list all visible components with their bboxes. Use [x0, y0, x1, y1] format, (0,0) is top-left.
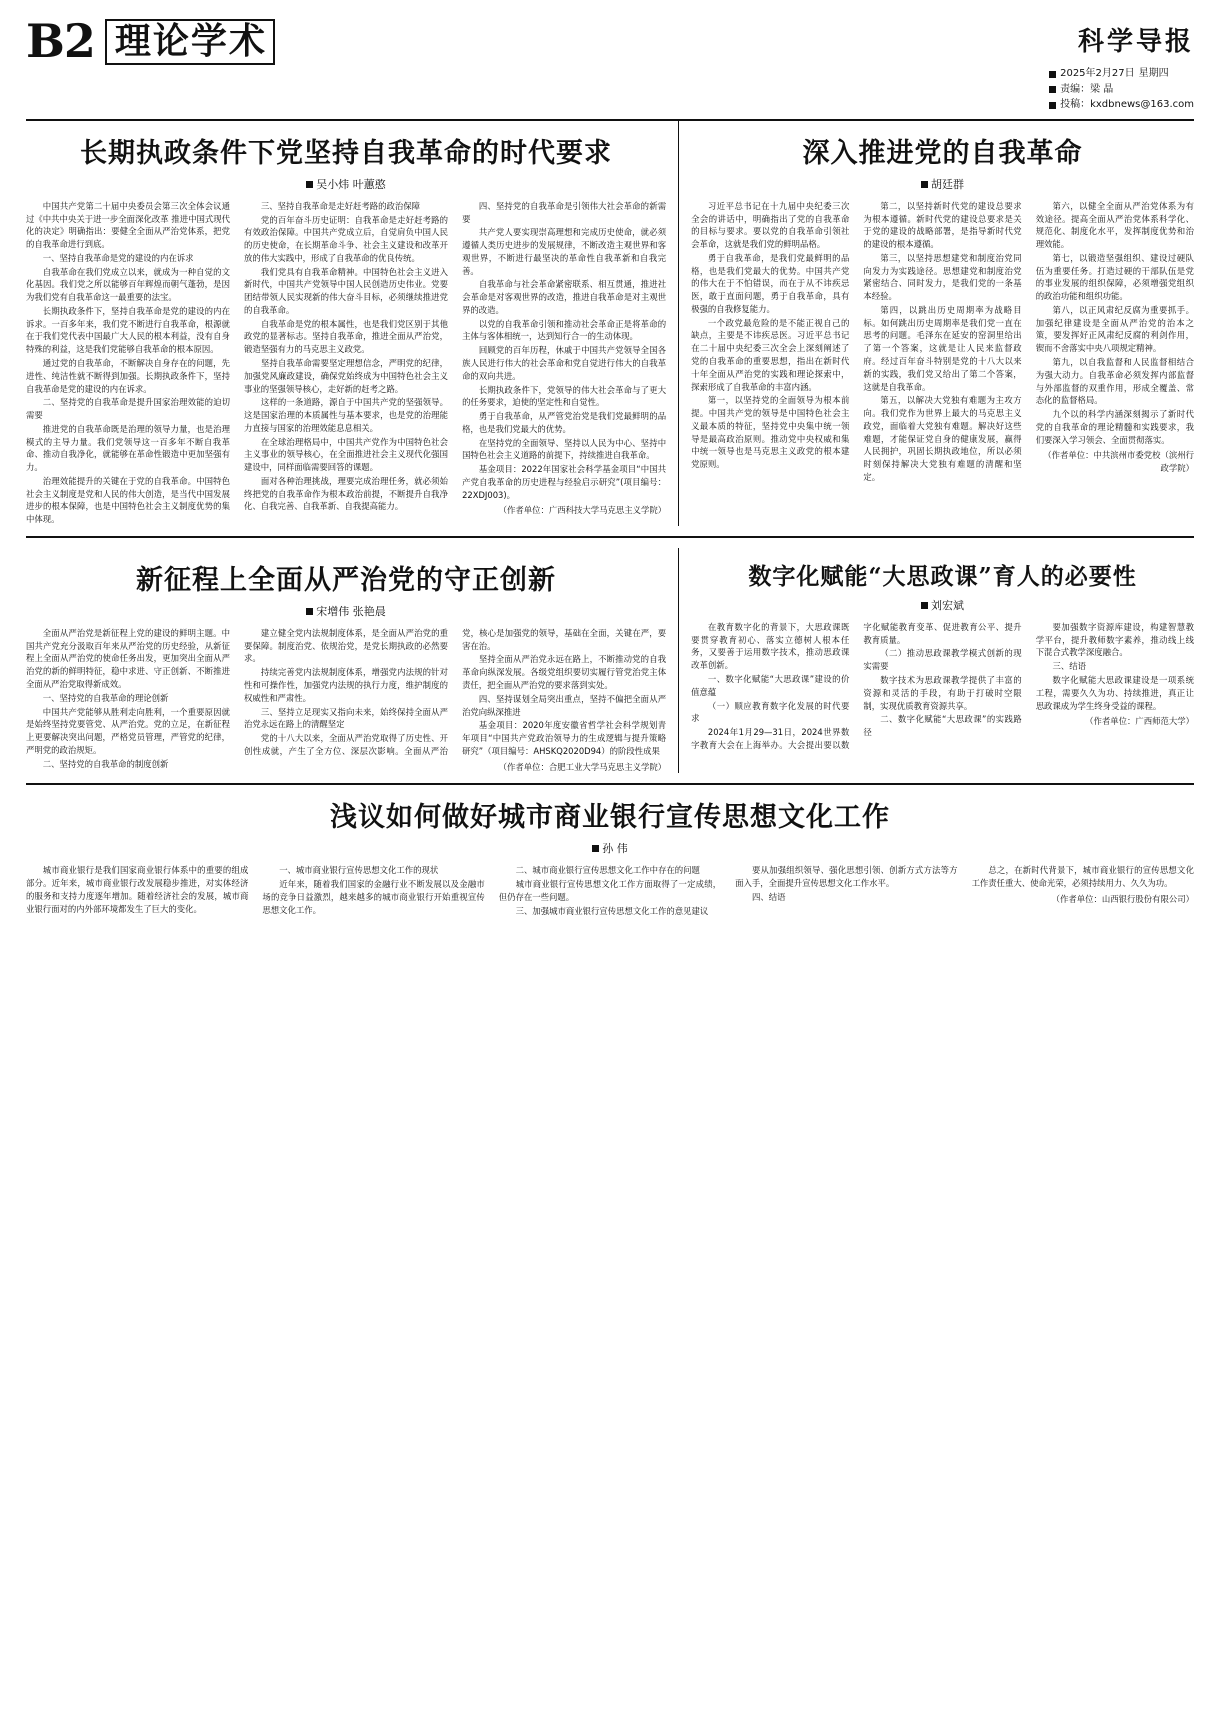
- paragraph: 党的百年奋斗历史证明：自我革命是走好赶考路的有效政治保障。中国共产党成立后，自觉肩负中国人民的历史使命，在长期革命斗争、社会主义建设和改革开放的伟大实践中，形成了自我革命的优良传统。: [244, 214, 449, 263]
- paragraph: 在教育数字化的背景下，大思政课既要贯穿教育初心、落实立德树人根本任务，又要善于运用数字技术，推动思政课改革创新。: [691, 621, 850, 671]
- paragraph: 基金项目：2020年度安徽省哲学社会科学规划青年项目“中国共产党政治领导力的生成逻辑与提升策略研究”（项目编号：AHSKQ2020D94）的阶段性成果: [462, 720, 667, 756]
- article-4: [26, 795, 1194, 917]
- masthead-right: [1049, 18, 1194, 113]
- paragraph: 勇于自我革命，从严管党治党是我们党最鲜明的品格，也是我们党最大的优势。: [462, 411, 667, 434]
- paragraph: 习近平总书记在十九届中央纪委三次全会的讲话中，明确指出了党的自我革命的目标与要求。要以党的自我革命引领社会革命，这就是我们党的鲜明品格。: [691, 200, 850, 250]
- paragraph: 九个以的科学内涵深刻揭示了新时代党的自我革命的理论精髓和实践要求，我们要深入学习领会、全面贯彻落实。: [1035, 409, 1194, 445]
- paragraph: 持续完善党内法规制度体系，增强党内法规的针对性和可操作性，加强党内法规的执行力度，维护制度的权威性和严肃性。: [244, 667, 449, 703]
- paragraph: 三、加强城市商业银行宣传思想文化工作的意见建议: [515, 905, 709, 916]
- paragraph: 共产党人要实现崇高理想和完成历史使命，就必须遵循人类历史进步的发展规律，不断改造主观世界和客观世界，不断进行最坚决的革命性自我革新和自我完善。: [462, 227, 667, 276]
- article-1-signature: （作者单位：广西科技大学马克思主义学院）: [498, 505, 667, 516]
- paragraph: 二、城市商业银行宣传思想文化工作中存在的问题: [515, 865, 700, 876]
- bullet-square-icon: [592, 845, 599, 852]
- masthead-left: [26, 14, 275, 68]
- article-1-byline: [26, 176, 666, 192]
- article-4-body: [26, 864, 1194, 917]
- article-1b-body: [691, 200, 1194, 484]
- paragraph: 通过党的自我革命，不断解决自身存在的问题，先进性、纯洁性就不断得到加强。长期执政条件下，坚持自我革命是党的建设的内在诉求。: [26, 357, 231, 394]
- paragraph: 城市商业银行宣传思想文化工作方面取得了一定成绩，但仍存在一些问题。: [498, 879, 722, 902]
- issue-weekday: 星期四: [1138, 68, 1169, 80]
- article-1-body: [26, 200, 666, 526]
- bullet-square-icon: [1049, 102, 1056, 109]
- section-char-0: 理: [114, 20, 151, 62]
- paragraph: 在坚持党的全面领导、坚持以人民为中心、坚持中国特色社会主义道路的前提下，持续推进自我革命。: [462, 437, 667, 461]
- article-1-title: 长期执政条件下党坚持自我革命的时代要求: [80, 137, 613, 169]
- paragraph: 第八，以正风肃纪反腐为重要抓手。加强纪律建设是全面从严治党的治本之策，要发挥好正风肃纪反腐的利剑作用，锲而不舍落实中央八项规定精神。: [1035, 304, 1194, 354]
- paragraph: 建立健全党内法规制度体系，是全面从严治党的重要保障。制度治党、依规治党，是党长期执政的必然要求。: [244, 627, 449, 664]
- article-2-body: [26, 627, 666, 773]
- paragraph: 我们党具有自我革命精神。中国特色社会主义进入新时代，中国共产党领导中国人民创造历史伟业。党要团结带领人民实现新的伟大奋斗目标，必须继续推进党的自我革命。: [244, 266, 449, 315]
- paragraph: 自我革命在我们党成立以来，就成为一种自觉的文化基因。我们党之所以能够百年辉煌而朝气蓬勃，是因为我们党有自我革命这一最重要的法宝。: [26, 266, 231, 303]
- article-4-title: 浅议如何做好城市商业银行宣传思想文化工作: [330, 802, 890, 834]
- paragraph: 长期执政条件下，党领导的伟大社会革命与了更大的任务要求，迫使的坚定性和自觉性。: [462, 384, 667, 408]
- paragraph: （二）推动思政课教学模式创新的现实需要: [863, 648, 1022, 672]
- article-3-author: 刘宏斌: [931, 598, 965, 612]
- paragraph: 要从加强组织领导、强化思想引领、创新方式方法等方面入手，全面提升宣传思想文化工作水平。: [735, 865, 958, 889]
- paragraph: 三、坚持自我革命是走好赶考路的政治保障: [260, 200, 420, 211]
- paragraph: 第一，以坚持党的全面领导为根本前提。中国共产党的领导是中国特色社会主义最本质的特征，坚持党中央集中统一领导是最高政治原则。推动党中央权威和集中统一领导也是马克思主义政党的根本建党原则。: [691, 395, 850, 470]
- paragraph: 第四，以跳出历史周期率为战略目标。如何跳出历史周期率是我们党一直在思考的问题。毛泽东在延安的窑洞里给出了第一个答案，这就是让人民来监督政府。经过百年奋斗特别是党的十八大以来新的实践，我们党又给出了第二个答案，这就是自我革命。: [863, 304, 1022, 392]
- paragraph: 全面从严治党是新征程上党的建设的鲜明主题。中国共产党充分汲取百年来从严治党的历史经验，从新征程上全面从严治党的使命任务出发，更加突出全面从严治党的新的鲜明特征，稳中求进、守正创新、不断推进全面从严治党取得新成效。: [26, 627, 231, 689]
- bullet-square-icon: [921, 181, 928, 188]
- paragraph: 总之，在新时代背景下，城市商业银行的宣传思想文化工作责任重大、使命光荣，必须持续用力、久久为功。: [971, 865, 1194, 889]
- paragraph: 四、坚持党的自我革命是引领伟大社会革命的新需要: [462, 200, 667, 224]
- paragraph: 长期执政条件下，坚持自我革命是党的建设的内在诉求。一百多年来，我们党不断进行自我革命，根源就在于我们党代表中国最广大人民的根本利益，没有自身特殊的利益，这是我们党能够自我革命的根本原因。: [26, 305, 231, 355]
- editor-name: 责编：梁 晶: [1060, 83, 1114, 95]
- submit-line: [1049, 97, 1194, 113]
- paragraph: 三、结语: [1052, 661, 1086, 672]
- paragraph: 自我革命与社会革命紧密联系、相互贯通，推进社会革命是对客观世界的改造，推进自我革命是对主观世界的改造。: [462, 279, 667, 315]
- paragraph: 基金项目：2022年国家社会科学基金项目“中国共产党自我革命的历史进程与经验启示研究”(项目编号：22XDJ003)。: [462, 464, 667, 500]
- paragraph: 一、城市商业银行宣传思想文化工作的现状: [279, 865, 439, 876]
- section-char-3: 术: [228, 20, 265, 62]
- section-char-2: 学: [190, 20, 227, 62]
- bullet-square-icon: [1049, 86, 1056, 93]
- bullet-square-icon: [306, 181, 313, 188]
- paragraph: 坚持全面从严治党永远在路上，不断推动党的自我革命向纵深发展。各级党组织要切实履行管党治党主体责任，把全面从严治党的要求落到实处。: [462, 654, 667, 690]
- article-2-author: 宋增伟 张艳晨: [316, 604, 386, 618]
- paragraph: 第二，以坚持新时代党的建设总要求为根本遵循。新时代党的建设总要求是关于党的建设的战略部署，是指导新时代党的建设的根本遵循。: [863, 200, 1022, 250]
- paragraph: 自我革命是党的根本属性，也是我们党区别于其他政党的显著标志。坚持自我革命，推进全面从严治党，锻造坚强有力的马克思主义政党。: [244, 318, 449, 355]
- paragraph: 以党的自我革命引领和推动社会革命正是将革命的主体与客体相统一，达到知行合一的生动体现。: [462, 318, 667, 342]
- article-2-signature: （作者单位：合肥工业大学马克思主义学院）: [498, 761, 667, 772]
- paragraph: 数字技术为思政课教学提供了丰富的资源和灵活的手段，有助于打破时空限制，实现优质教育资源共享。: [863, 675, 1022, 711]
- paragraph: 中国共产党第二十届中央委员会第三次全体会议通过《中共中央关于进一步全面深化改革 推进中国式现代化的决定》明确指出：要健全全面从严治党体系，把党的自我革命进行到底。: [26, 200, 231, 250]
- article-4-signature: （作者单位：山西银行股份有限公司）: [1051, 893, 1194, 904]
- article-3: [678, 548, 1194, 773]
- paragraph: 一、数字化赋能“大思政课”建设的价值意蕴: [691, 674, 850, 697]
- article-1b-author: 胡廷群: [931, 177, 965, 191]
- bullet-square-icon: [921, 602, 928, 609]
- paragraph: 三、坚持立足现实又指向未来，始终保持全面从严治党永远在路上的清醒坚定: [244, 706, 449, 730]
- paragraph: 坚持自我革命需要坚定理想信念，严明党的纪律，加强党风廉政建设，确保党始终成为中国特色社会主义事业的坚强领导核心，走好新的赶考之路。: [244, 357, 449, 394]
- paragraph: 2024年1月29—31日，2024世界数字教育大会在上海举办。大会提出要以数字化赋能教育变革、促进教育公平、提升教育质量。: [691, 621, 1022, 750]
- divider: [26, 783, 1194, 785]
- article-4-byline: [26, 840, 1194, 856]
- paragraph: 推进党的自我革命既是治理的领导力量，也是治理模式的主导力量。我们党领导这一百多年不断自我革命、推动自我净化，就能够在革命性锻造中更加坚强有力。: [26, 423, 231, 473]
- paragraph: 要加强数字资源库建设，构建智慧教学平台，提升教师数字素养，推动线上线下混合式教学深度融合。: [1035, 621, 1194, 658]
- paragraph: 党的十八大以来，全面从严治党取得了历史性、开创性成就，产生了全方位、深层次影响。全面从严治党，核心是加强党的领导，基础在全面，关键在严，要害在治。: [244, 627, 667, 756]
- article-1b-signature: （作者单位：中共滨州市委党校（滨州行政学院）: [1043, 450, 1194, 474]
- article-1-author: 吴小炜 叶蕙憨: [316, 177, 386, 191]
- article-2: [26, 548, 678, 773]
- divider: [26, 536, 1194, 538]
- section-title-box: [105, 19, 275, 65]
- article-3-body: [691, 621, 1194, 752]
- paragraph: 四、结语: [751, 891, 786, 902]
- page-number: B2: [26, 14, 95, 68]
- paragraph: 第六，以健全全面从严治党体系为有效途径。提高全面从严治党体系科学化、规范化、制度化水平，发挥制度优势和治理效能。: [1035, 200, 1194, 250]
- article-1b-title: 深入推进党的自我革命: [802, 137, 1083, 169]
- paragraph: 第三，以坚持思想建党和制度治党同向发力为实践途径。思想建党和制度治党紧密结合、同时发力，是我们党的一条基本经验。: [863, 252, 1022, 302]
- article-2-title: 新征程上全面从严治党的守正创新: [136, 564, 557, 596]
- paragraph: 一、坚持党的自我革命的理论创新: [42, 692, 169, 703]
- paragraph: 勇于自我革命，是我们党最鲜明的品格，也是我们党最大的优势。中国共产党的伟大在于不怕错误，而在于从不讳疾忌医，敢于直面问题，勇于自我革命，具有极强的自我修复能力。: [691, 252, 850, 314]
- paragraph: 一、坚持自我革命是党的建设的内在诉求: [42, 252, 194, 263]
- article-1: [26, 121, 678, 526]
- mid-zone: [26, 548, 1194, 773]
- article-1b: [678, 121, 1194, 526]
- paragraph: 二、坚持党的自我革命的制度创新: [42, 758, 169, 769]
- paragraph: 回顾党的百年历程，休戚于中国共产党领导全国各族人民进行伟大的社会革命和党自觉进行伟大的自我革命的双向共进。: [462, 345, 667, 381]
- article-3-title: 数字化赋能“大思政课”育人的必要性: [748, 562, 1137, 590]
- paragraph: 第九，以自我监督和人民监督相结合为强大动力。自我革命必须发挥内部监督与外部监督的双重作用，形成全覆盖、常态化的监督格局。: [1035, 356, 1194, 406]
- top-zone: [26, 121, 1194, 526]
- article-2-byline: [26, 603, 666, 619]
- masthead: [26, 14, 1194, 121]
- paragraph: 这样的一条道路，源自于中国共产党的坚强领导。这是国家治理的本质属性与基本要求，也是党的治理能力直接与国家的治理效能息息相关。: [244, 397, 449, 433]
- paragraph: 四、坚持谋划全局突出重点，坚持不偏把全面从严治党向纵深推进: [462, 693, 667, 717]
- paper-name: 科学导报: [1077, 27, 1194, 57]
- paragraph: 在全球治理格局中，中国共产党作为中国特色社会主义事业的领导核心，在全面推进社会主义现代化强国建设中，同样面临需要回答的课题。: [244, 436, 449, 473]
- section-char-1: 论: [152, 20, 189, 62]
- paragraph: 城市商业银行是我们国家商业银行体系中的重要的组成部分。近年来，城市商业银行改发展稳步推进，对实体经济的服务和支持力度逐年增加。随着经济社会的发展，城市商业银行面对的内外部环境都发生了巨大的变化。: [26, 865, 249, 914]
- bullet-square-icon: [306, 608, 313, 615]
- editor-line: [1049, 82, 1194, 98]
- issue-date-line: [1049, 66, 1194, 82]
- article-3-signature: （作者单位：广西师范大学）: [1085, 716, 1194, 727]
- paragraph: 中国共产党能够从胜利走向胜利，一个重要原因就是始终坚持党要管党、从严治党。党的立足，在新征程上更要解决突出问题，严格党员管理，严管党的纪律，严明党的政治规矩。: [26, 706, 231, 755]
- paragraph: 二、数字化赋能“大思政课”的实践路径: [863, 714, 1022, 738]
- paragraph: 数字化赋能大思政课建设是一项系统工程，需要久久为功、持续推进，真正让思政课成为学生终身受益的课程。: [1035, 675, 1194, 711]
- paragraph: 二、坚持党的自我革命是提升国家治理效能的迫切需要: [26, 397, 231, 421]
- article-4-author: 孙 伟: [602, 842, 628, 856]
- paragraph: 第七，以锻造坚强组织、建设过硬队伍为重要任务。打造过硬的干部队伍是党的事业发展的组织保障，必须增强党组织的政治功能和组织功能。: [1035, 252, 1194, 302]
- issue-date: 2025年2月27日: [1060, 68, 1135, 80]
- paragraph: 治理效能提升的关键在于党的自我革命。中国特色社会主义制度是党和人民的伟大创造，是当代中国发展进步的根本保障，也是中国特色社会主义制度优势的集中体现。: [26, 475, 231, 525]
- bullet-square-icon: [1049, 71, 1056, 78]
- paragraph: 近年来，随着我们国家的金融行业不断发展以及金融市场的竞争日益激烈，越来越多的城市商业银行开始重视宣传思想文化工作。: [262, 879, 485, 915]
- article-1b-byline: [691, 176, 1194, 192]
- paragraph: （一）顺应教育数字化发展的时代要求: [691, 700, 850, 724]
- paragraph: 一个政党最危险的是不能正视自己的缺点，主要是不讳疾忌医。习近平总书记在二十届中央纪委三次全会上深刻阐述了党的自我革命的重要思想，指出在新时代十年全面从严治党的实践和理论探索中，探索形成了自我革命的丰富内涵。: [691, 317, 850, 392]
- paragraph: 面对各种治理挑战，理要完成治理任务，就必须始终把党的自我革命作为根本政治前提，不断提升自我净化、自我完善、自我革新、自我提高能力。: [244, 475, 449, 512]
- paragraph: 第五，以解决大党独有难题为主攻方向。我们党作为世界上最大的马克思主义政党，面临着大党独有难题。解决好这些难题，才能保证党自身的健康发展，赢得人民拥护，巩固长期执政地位，所以必须时刻保持解决大党独有难题的清醒和坚定。: [863, 395, 1022, 482]
- submission-email[interactable]: 投稿：kxdbnews@163.com: [1060, 99, 1194, 111]
- article-3-byline: [691, 597, 1194, 613]
